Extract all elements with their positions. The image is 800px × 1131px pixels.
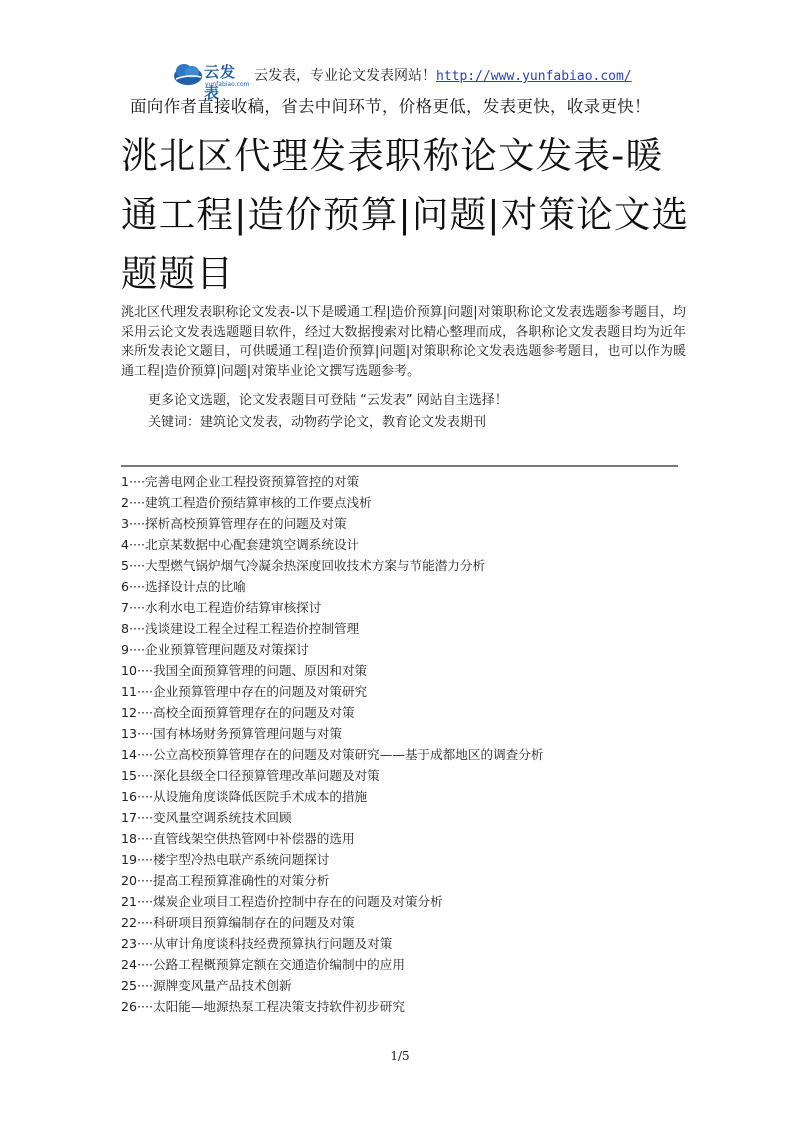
- list-item-number: 11····: [121, 684, 154, 699]
- list-item-number: 17····: [121, 810, 154, 825]
- list-item-number: 1····: [121, 474, 146, 489]
- list-item: [121, 702, 543, 723]
- list-item-title: 直管线架空供热管网中补偿器的选用: [153, 831, 355, 846]
- list-item-number: 15····: [121, 768, 154, 783]
- list-item: [121, 954, 543, 975]
- list-item: [121, 618, 543, 639]
- list-item: [121, 471, 543, 492]
- list-item-title: 浅谈建设工程全过程工程造价控制管理: [145, 621, 360, 636]
- list-item: [121, 513, 543, 534]
- list-item-number: 26····: [121, 999, 154, 1014]
- list-item-title: 公立高校预算管理存在的问题及对策研究——基于成都地区的调查分析: [153, 747, 544, 762]
- logo-subtext: yunfabiao.com: [205, 81, 250, 88]
- list-item: [121, 555, 543, 576]
- list-item-number: 12····: [121, 705, 154, 720]
- page-number: 1/5: [390, 1049, 410, 1063]
- list-item-title: 水利水电工程造价结算审核探讨: [145, 600, 322, 615]
- list-item-title: 从设施角度谈降低医院手术成本的措施: [153, 789, 368, 804]
- list-item: [121, 828, 543, 849]
- list-item-number: 23····: [121, 936, 154, 951]
- list-item: [121, 933, 543, 954]
- list-item-number: 5····: [121, 558, 146, 573]
- list-item-title: 变风量空调系统技术回顾: [153, 810, 292, 825]
- slogan: 面向作者直接收稿，省去中间环节，价格更低，发表更快，收录更快！: [130, 97, 651, 116]
- list-item-title: 我国全面预算管理的问题、原因和对策: [153, 663, 368, 678]
- list-item-number: 13····: [121, 726, 154, 741]
- list-item: [121, 492, 543, 513]
- list-item-title: 高校全面预算管理存在的问题及对策: [153, 705, 355, 720]
- list-item-title: 企业预算管理中存在的问题及对策研究: [153, 684, 368, 699]
- list-item: [121, 996, 543, 1017]
- list-item-title: 完善电网企业工程投资预算管控的对策: [145, 474, 360, 489]
- intro-paragraph: 洮北区代理发表职称论文发表-以下是暖通工程|造价预算|问题|对策职称论文发表选题参考题目，均采用云论文发表选题题目软件，经过大数据搜索对比精心整理而成，各职称论文发表题目均为近年来所发表论文题目，可供暖通工程|造价预算|问题|对策职称论文发表选题参考题目，也可以作为暖通工程|造价预算|问题|对策毕业论文撰写选题参考。: [121, 305, 686, 379]
- list-item-number: 7····: [121, 600, 146, 615]
- list-item-title: 深化县级全口径预算管理改革问题及对策: [153, 768, 380, 783]
- divider: [121, 465, 678, 467]
- list-item: [121, 534, 543, 555]
- list-item-title: 从审计角度谈科技经费预算执行问题及对策: [153, 936, 393, 951]
- list-item-number: 22····: [121, 915, 154, 930]
- list-item-number: 8····: [121, 621, 146, 636]
- list-item-title: 源牌变风量产品技术创新: [153, 978, 292, 993]
- site-logo[interactable]: [172, 60, 250, 102]
- page-title: 洮北区代理发表职称论文发表-暖通工程|造价预算|问题|对策论文选题题目: [121, 134, 690, 295]
- list-item: [121, 870, 543, 891]
- logo-text: 云发表: [204, 63, 237, 102]
- list-item-number: 2····: [121, 495, 146, 510]
- list-item: [121, 660, 543, 681]
- list-item-number: 19····: [121, 852, 154, 867]
- list-item-number: 20····: [121, 873, 154, 888]
- list-item: [121, 597, 543, 618]
- site-tagline: [254, 65, 632, 85]
- list-item-number: 10····: [121, 663, 154, 678]
- more-topics-note: 更多论文选题，论文发表题目可登陆 “云发表” 网站自主选择！: [148, 393, 508, 408]
- list-item-title: 公路工程概预算定额在交通造价编制中的应用: [153, 957, 405, 972]
- list-item: [121, 681, 543, 702]
- list-item: [121, 975, 543, 996]
- list-item-number: 3····: [121, 516, 146, 531]
- list-item: [121, 891, 543, 912]
- list-item-title: 北京某数据中心配套建筑空调系统设计: [145, 537, 360, 552]
- list-item-title: 企业预算管理问题及对策探讨: [145, 642, 309, 657]
- site-url-link[interactable]: http://www.yunfabiao.com/: [436, 69, 632, 84]
- list-item: [121, 576, 543, 597]
- list-item-title: 国有林场财务预算管理问题与对策: [153, 726, 342, 741]
- list-item-number: 4····: [121, 537, 146, 552]
- list-item: [121, 849, 543, 870]
- list-item: [121, 807, 543, 828]
- list-item-number: 9····: [121, 642, 146, 657]
- list-item-title: 科研项目预算编制存在的问题及对策: [153, 915, 355, 930]
- list-item-number: 6····: [121, 579, 146, 594]
- cloud-logo-icon: [172, 60, 204, 88]
- list-item: [121, 912, 543, 933]
- list-item-number: 24····: [121, 957, 154, 972]
- list-item-number: 14····: [121, 747, 154, 762]
- list-item: [121, 639, 543, 660]
- list-item-number: 18····: [121, 831, 154, 846]
- site-header: [0, 58, 800, 102]
- list-item-number: 16····: [121, 789, 154, 804]
- list-item-title: 选择设计点的比喻: [145, 579, 246, 594]
- list-item: [121, 723, 543, 744]
- list-item-title: 提高工程预算准确性的对策分析: [153, 873, 330, 888]
- list-item: [121, 786, 543, 807]
- list-item: [121, 765, 543, 786]
- keywords-line: 关键词：建筑论文发表，动物药学论文，教育论文发表期刊: [148, 415, 487, 430]
- list-item-title: 探析高校预算管理存在的问题及对策: [145, 516, 347, 531]
- tagline-text: 云发表，专业论文发表网站！: [254, 68, 436, 84]
- list-item-number: 25····: [121, 978, 154, 993]
- list-item-title: 大型燃气锅炉烟气冷凝余热深度回收技术方案与节能潜力分析: [145, 558, 486, 573]
- list-item-title: 太阳能—地源热泵工程决策支持软件初步研究: [153, 999, 405, 1014]
- topic-list: [121, 471, 543, 1017]
- list-item-number: 21····: [121, 894, 154, 909]
- list-item-title: 建筑工程造价预结算审核的工作要点浅析: [145, 495, 372, 510]
- list-item-title: 楼宇型冷热电联产系统问题探讨: [153, 852, 330, 867]
- list-item-title: 煤炭企业项目工程造价控制中存在的问题及对策分析: [153, 894, 443, 909]
- list-item: [121, 744, 543, 765]
